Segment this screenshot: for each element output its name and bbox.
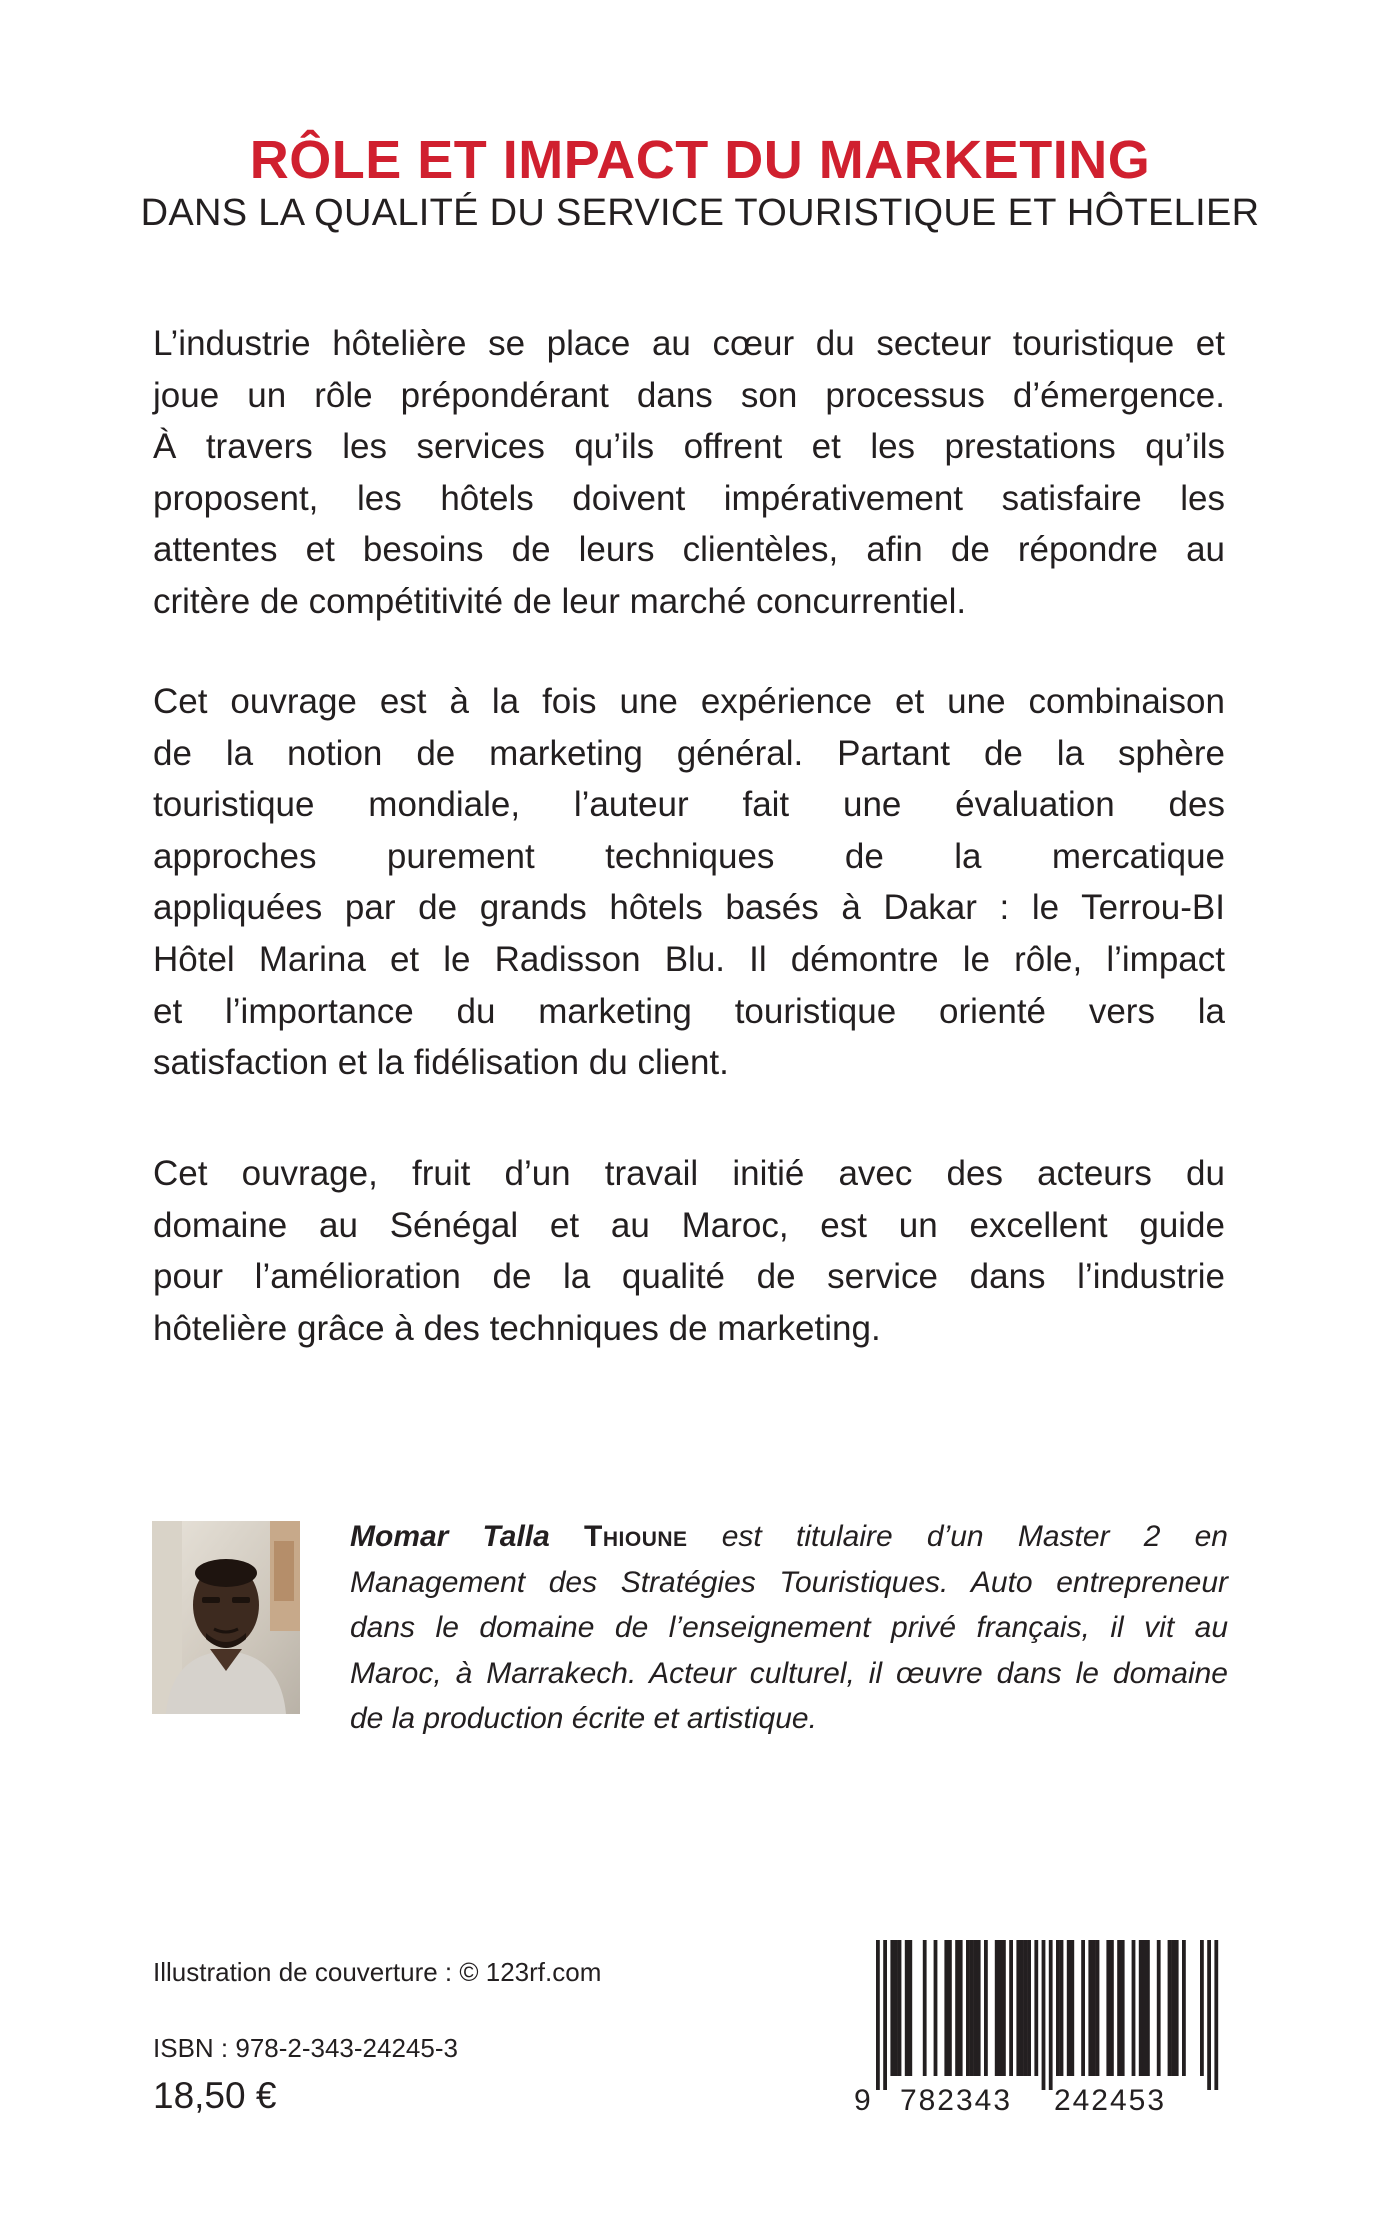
barcode-bar — [1110, 1940, 1114, 2076]
barcode-bar — [1157, 1940, 1161, 2076]
barcode-bar — [905, 1940, 909, 2076]
barcode-bar — [1027, 1940, 1031, 2076]
text-line: appliquées par de grands hôtels basés à Dakar : le Terrou-BI — [153, 888, 1225, 928]
barcode-bar — [1049, 1940, 1053, 2090]
barcode-bar — [1200, 1940, 1204, 2076]
text-line: joue un rôle prépondérant dans son processus d’émergence. — [153, 375, 1225, 415]
barcode-bar — [998, 1940, 1002, 2076]
text-line: À travers les services qu’ils offrent et les prestations qu’ils — [153, 427, 1225, 467]
barcode-bar — [1171, 1940, 1175, 2076]
barcode-bar — [1139, 1940, 1143, 2076]
text-line: de la notion de marketing général. Partant de la sphère — [153, 733, 1225, 773]
author-first-name: Momar Talla — [350, 1520, 550, 1553]
text-line: Hôtel Marina et le Radisson Blu. Il démontre le rôle, l’impact — [153, 939, 1225, 979]
barcode-bar — [1092, 1940, 1096, 2076]
bio-line: de la production écrite et artistique. — [350, 1702, 817, 1735]
barcode-bar — [984, 1940, 988, 2076]
barcode-bar — [966, 1940, 970, 2076]
barcode-bar — [1042, 1940, 1046, 2090]
text-line: approches purement techniques de la mercatique — [153, 836, 1225, 876]
barcode-bar — [1142, 1940, 1146, 2076]
summary-paragraph-3 — [153, 1148, 1225, 1354]
barcode-bar — [1060, 1940, 1064, 2076]
barcode-bar — [908, 1940, 912, 2076]
barcode-digits-left: 782343 — [899, 2084, 1013, 2114]
summary-paragraph-1 — [153, 318, 1225, 628]
barcode-bar — [923, 1940, 927, 2076]
barcode-bar — [1056, 1940, 1060, 2076]
author-photo — [152, 1521, 300, 1714]
barcode-bar — [955, 1940, 959, 2076]
barcode-bar — [1067, 1940, 1071, 2076]
barcode-bar — [890, 1940, 894, 2076]
author-bio — [350, 1514, 1228, 1742]
barcode — [848, 1940, 1228, 2114]
barcode-bar — [1146, 1940, 1150, 2076]
text-line: pour l’amélioration de la qualité de service dans l’industrie — [153, 1257, 1225, 1297]
bio-line: Management des Stratégies Touristiques. Auto entrepreneur — [350, 1565, 1228, 1599]
barcode-bar — [1009, 1940, 1013, 2076]
text-line: proposent, les hôtels doivent impérativement satisfaire les — [153, 478, 1225, 518]
barcode-bar — [1002, 1940, 1006, 2076]
text-line: satisfaction et la fidélisation du client. — [153, 1043, 729, 1083]
text-line: et l’importance du marketing touristique orienté vers la — [153, 991, 1225, 1031]
barcode-bar — [1121, 1940, 1125, 2076]
text-line: hôtelière grâce à des techniques de marketing. — [153, 1308, 881, 1348]
barcode-bar — [1016, 1940, 1020, 2076]
barcode-bar — [1070, 1940, 1074, 2076]
barcode-bar — [1132, 1940, 1136, 2076]
barcode-bar — [1096, 1940, 1100, 2076]
barcode-bar — [883, 1940, 887, 2090]
barcode-bar — [995, 1940, 999, 2076]
barcode-bar — [934, 1940, 938, 2076]
barcode-bar — [1088, 1940, 1092, 2076]
text-line: Cet ouvrage est à la fois une expérience et une combinaison — [153, 682, 1225, 721]
barcode-bar — [948, 1940, 952, 2076]
bio-text: est titulaire d’un Master 2 en — [721, 1520, 1228, 1553]
cover-credit: Illustration de couverture : © 123rf.com — [153, 1957, 602, 1987]
text-line: attentes et besoins de leurs clientèles, afin de répondre au — [153, 530, 1225, 570]
barcode-bar — [1182, 1940, 1186, 2076]
text-line: domaine au Sénégal et au Maroc, est un excellent guide — [153, 1205, 1225, 1245]
barcode-bar — [1175, 1940, 1179, 2076]
book-title: RÔLE ET IMPACT DU MARKETING — [249, 130, 1151, 190]
barcode-bar — [1106, 1940, 1110, 2076]
barcode-bar — [1034, 1940, 1038, 2076]
barcode-bar — [977, 1940, 981, 2076]
text-line: touristique mondiale, l’auteur fait une évaluation des — [153, 785, 1225, 825]
bio-line: dans le domaine de l’enseignement privé français, il vit au — [350, 1611, 1228, 1644]
barcode-bar — [1020, 1940, 1024, 2076]
summary-paragraph-2 — [153, 676, 1225, 1089]
barcode-bar — [898, 1940, 902, 2076]
barcode-bar — [1214, 1940, 1218, 2090]
barcode-bar — [973, 1940, 977, 2076]
barcode-bar — [1081, 1940, 1085, 2076]
barcode-bar — [1024, 1940, 1028, 2076]
barcode-bar — [959, 1940, 963, 2076]
barcode-bar — [1117, 1940, 1121, 2076]
bio-line — [350, 1514, 1228, 1560]
barcode-bar — [894, 1940, 898, 2076]
barcode-bar — [944, 1940, 948, 2076]
book-subtitle: DANS LA QUALITÉ DU SERVICE TOURISTIQUE ET HÔTELIER — [140, 192, 1260, 234]
price: 18,50 € — [153, 2075, 277, 2116]
barcode-bar — [876, 1940, 880, 2090]
author-surname: Thioune — [584, 1520, 688, 1553]
barcode-bar — [1168, 1940, 1172, 2076]
text-line: critère de compétitivité de leur marché concurrentiel. — [153, 581, 967, 621]
barcode-bar — [1207, 1940, 1211, 2090]
text-line: Cet ouvrage, fruit d’un travail initié avec des acteurs du — [153, 1154, 1225, 1193]
isbn: ISBN : 978-2-343-24245-3 — [153, 2033, 458, 2063]
text-line: L’industrie hôtelière se place au cœur du secteur touristique et — [153, 324, 1225, 363]
barcode-digits-right: 242453 — [1053, 2084, 1167, 2114]
bio-line: Maroc, à Marrakech. Acteur culturel, il œuvre dans le domaine — [350, 1656, 1228, 1690]
barcode-bar — [970, 1940, 974, 2076]
barcode-digit-first: 9 — [854, 2084, 871, 2114]
